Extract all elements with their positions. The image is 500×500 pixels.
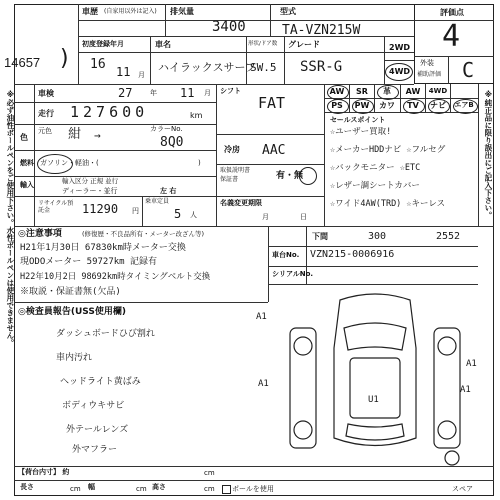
shaken-year-unit: 年	[150, 89, 157, 97]
drive-2wd: 2WD	[389, 43, 411, 52]
cargo-unit: cm	[204, 469, 215, 477]
shaken-month: 11	[180, 86, 195, 100]
equip-sr: SR	[356, 87, 368, 96]
equip-pw-circle	[352, 99, 374, 114]
diagram-windshield	[344, 323, 406, 350]
car-name-label: 車名	[155, 40, 171, 49]
shaken-label: 車検	[38, 89, 54, 98]
seats-label: 形状/ドア数	[248, 41, 278, 47]
recycle-unit: 円	[132, 207, 139, 215]
import-options: 輸入区分 正規 並行	[62, 177, 119, 185]
color-label: 色	[20, 133, 28, 142]
equip-airbag: エアB	[454, 101, 474, 109]
notes-title: ◎注意事項	[18, 229, 62, 239]
fuel-label: 燃料	[20, 159, 34, 167]
color-no-value: 8Q0	[160, 135, 184, 150]
first-reg-month-unit: 月	[138, 71, 145, 79]
equip-airbag-circle	[453, 99, 478, 114]
notes-line-4: ※取説・保証書無(欠品)	[20, 287, 121, 297]
equip-aw2: AW	[405, 87, 421, 96]
equip-navi-circle	[428, 99, 450, 114]
sales-point-4: ☆レザー調シートカバー	[330, 181, 420, 191]
ac-label: 冷房	[224, 145, 240, 154]
grade-label: グレード	[288, 40, 320, 49]
ac-value: AAC	[262, 143, 286, 158]
shaken-year: 27	[118, 86, 133, 100]
diagram-left-front-wheel	[294, 337, 312, 355]
chassis-label: 車台No.	[272, 251, 300, 259]
fuel-gasoline-circle	[37, 154, 73, 174]
manual-value: 有・無	[276, 171, 304, 181]
warranty-label: 保証書	[220, 176, 239, 183]
diagram-mark-2: A1	[466, 359, 477, 369]
mileage-value: 127600	[70, 103, 149, 121]
diagram-mark-4: A1	[460, 385, 471, 395]
report-title: ◎検査員報告(USS使用欄)	[18, 307, 126, 317]
fuel-options: ガソリン・軽油・(	[40, 159, 99, 167]
sales-point-1: ☆ユーザー買取!	[330, 127, 392, 137]
chassis-value: VZN215-0006916	[310, 249, 395, 260]
mileage-label: 走行	[38, 109, 54, 118]
inspection-no-2: 2552	[436, 231, 461, 242]
fuel-close: )	[198, 159, 201, 167]
capacity-label: 乗車定員	[145, 198, 170, 205]
diagram-left-rear-wheel	[294, 421, 312, 439]
report-line-5: 外テールレンズ	[66, 425, 129, 435]
recycle-value: 11290	[82, 202, 119, 216]
capacity-value: 5	[174, 207, 182, 221]
notes-subtitle: (修復歴・不良品所有・メーター改ざん等)	[82, 230, 205, 238]
sales-point-5: ☆ワイド4AW(TRD) ☆キーレス	[330, 199, 446, 209]
right-notice: ※純正品に限り誤出にご記入下さい。	[483, 90, 493, 219]
change-date-day: 日	[300, 213, 307, 221]
car-diagram	[270, 288, 480, 468]
height-label: 高さ	[152, 483, 166, 491]
sales-point-2: ☆メーカーHDDナビ ☆フルセグ	[330, 145, 446, 155]
diagram-mark-5: U1	[368, 395, 379, 405]
report-line-6: 外マフラー	[72, 445, 118, 455]
notes-line-1: H21年1月30日 67830km時メーター交換	[20, 243, 186, 253]
diagram-top-body	[334, 294, 416, 446]
lot-slash: )	[58, 46, 72, 71]
equip-leather-circle	[377, 85, 399, 100]
equip-ps: PS	[331, 101, 343, 110]
model-label: 型式	[280, 7, 296, 16]
interior-rating: C	[462, 58, 475, 82]
left-notice: ※必ず油性ボールペンをご使用下さい。水性ボールペンは使用できません。	[5, 90, 15, 347]
change-date-month: 月	[262, 213, 269, 221]
diagram-mark-1: A1	[256, 312, 267, 322]
report-line-4: ボディウキサビ	[62, 401, 125, 411]
diagram-spare-tire	[445, 451, 459, 465]
serial-label: シリアルNo.	[272, 270, 314, 278]
car-name-value: ハイラックスサーフ	[158, 61, 256, 74]
change-date-label: 名義変更期限	[220, 199, 262, 207]
width-unit: cm	[136, 485, 147, 493]
length-label: 長さ	[20, 483, 34, 491]
history-note: (自家用以外は記入)	[104, 8, 157, 15]
diagram-mark-3: A1	[258, 379, 269, 389]
history-label: 車歴	[82, 7, 98, 16]
height-unit: cm	[204, 485, 215, 493]
rating-value: 4	[442, 19, 461, 54]
shift-value: FAT	[258, 94, 286, 112]
pole-checkbox	[222, 485, 231, 494]
manual-none-circle	[299, 167, 317, 185]
recycle-label: リサイクル預託金	[38, 200, 74, 214]
shaken-month-unit: 月	[204, 89, 211, 97]
first-reg-year: 16	[90, 57, 106, 72]
equip-aw-circle	[327, 85, 349, 100]
sales-points-label: セールスポイント	[330, 116, 386, 124]
length-unit: cm	[70, 485, 81, 493]
report-line-1: ダッシュボードひび割れ	[56, 329, 155, 339]
orig-color-label: 元色	[38, 127, 52, 135]
equip-ps-circle	[327, 99, 349, 114]
notes-line-3: H22年10月2日 98692km時タイミングベルト交換	[20, 272, 211, 282]
seats-value: SW.5	[250, 61, 277, 74]
rating-label: 評価点	[440, 8, 464, 17]
displacement-label: 排気量	[170, 7, 194, 16]
exterior-label: 外装	[420, 59, 434, 67]
manual-label: 取扱説明書	[220, 167, 251, 174]
inspection-no-value: 300	[368, 231, 387, 242]
cargo-label: 【荷台内寸】 約	[18, 468, 70, 476]
equip-navi: ナビ	[430, 101, 446, 110]
capacity-unit: 人	[190, 211, 197, 219]
diagram-right-rear-wheel	[438, 421, 456, 439]
color-arrow: →	[94, 129, 101, 142]
lot-number: 14657	[4, 55, 41, 70]
drive-4wd: 4WD	[389, 67, 411, 76]
handle-options: 左 右	[160, 187, 177, 195]
equip-kawa: カワ	[379, 101, 395, 110]
drive-4wd-circle	[385, 63, 413, 81]
sales-point-3: ☆バックモニター ☆ETC	[330, 163, 421, 173]
displacement-value: 3400	[212, 19, 246, 35]
first-reg-month: 11	[116, 65, 131, 79]
equip-tv: TV	[407, 101, 419, 110]
dealer-options: ディーラー・並行	[62, 187, 118, 195]
spare-label: スペア	[452, 485, 473, 493]
import-label: 輸入	[20, 181, 34, 189]
interior-label: 補助評価	[417, 71, 442, 78]
grade-value: SSR-G	[300, 59, 343, 75]
mileage-unit: km	[190, 111, 203, 120]
report-line-3: ヘッドライト黄ばみ	[60, 377, 141, 387]
orig-color-value: 紺	[68, 127, 82, 142]
notes-line-2: 現ODOメーター 59727km 記録有	[20, 257, 158, 267]
shift-label: シフト	[220, 87, 241, 95]
report-line-2: 車内汚れ	[56, 353, 93, 363]
first-reg-label: 初度登録年月	[82, 40, 124, 48]
diagram-roof	[350, 358, 400, 418]
equip-tv-circle	[403, 99, 425, 114]
equip-pw: PW	[354, 101, 370, 110]
pole-label: ポールを使用	[232, 485, 274, 493]
equip-leather: 革	[383, 87, 391, 96]
color-no-label: カラーNo.	[150, 125, 183, 133]
equip-4wd: 4WD	[428, 87, 448, 95]
model-value: TA-VZN215W	[282, 23, 361, 38]
diagram-right-front-wheel	[438, 337, 456, 355]
diagram-rear-window	[346, 424, 404, 440]
inspection-no-label: 下間	[312, 232, 328, 241]
width-label: 幅	[88, 483, 95, 491]
equip-aw: AW	[329, 87, 345, 96]
